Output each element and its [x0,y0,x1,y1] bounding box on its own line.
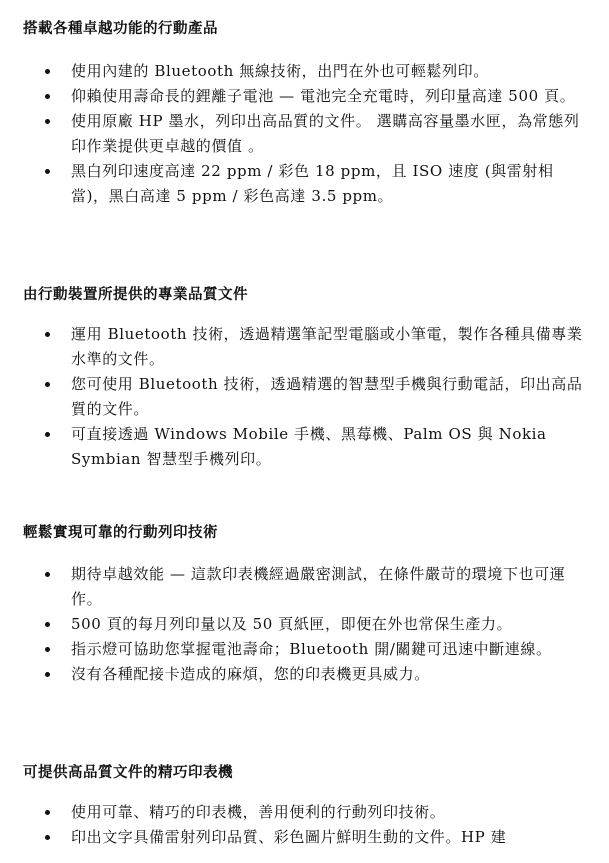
list-item: 沒有各種配接卡造成的麻煩，您的印表機更具威力。 [0,662,609,687]
list-item: 期待卓越效能 — 這款印表機經過嚴密測試，在條件嚴苛的環境下也可運作。 [0,562,609,612]
list-item: 您可使用 Bluetooth 技術，透過精選的智慧型手機與行動電話，印出高品質的文件。 [0,372,609,422]
bullet-list-compact-printer [0,800,609,850]
bullet-icon [45,672,50,677]
bullet-icon [45,432,50,437]
bullet-icon [45,332,50,337]
bullet-icon [45,835,50,840]
bullet-list-mobile-features [0,59,609,209]
list-item: 使用可靠、精巧的印表機，善用便利的行動列印技術。 [0,800,609,825]
bullet-icon [45,572,50,577]
bullet-icon [45,119,50,124]
bullet-icon [45,810,50,815]
section-heading-compact-printer: 可提供高品質文件的精巧印表機 [23,764,233,781]
list-item: 印出文字具備雷射列印品質、彩色圖片鮮明生動的文件。HP 建 [0,825,609,850]
section-heading-mobile-features: 搭載各種卓越功能的行動產品 [23,20,218,37]
list-item: 使用內建的 Bluetooth 無線技術，出門在外也可輕鬆列印。 [0,59,609,84]
bullet-list-reliable-printing [0,562,609,687]
section-heading-reliable-printing: 輕鬆實現可靠的行動列印技術 [23,524,218,541]
list-item: 運用 Bluetooth 技術，透過精選筆記型電腦或小筆電，製作各種具備專業水準的文件。 [0,322,609,372]
section-heading-professional-documents: 由行動裝置所提供的專業品質文件 [23,286,248,303]
bullet-icon [45,647,50,652]
bullet-icon [45,622,50,627]
list-item: 可直接透過 Windows Mobile 手機、黑莓機、Palm OS 與 Nokia Symbian 智慧型手機列印。 [0,422,609,472]
bullet-icon [45,382,50,387]
bullet-icon [45,94,50,99]
list-item: 500 頁的每月列印量以及 50 頁紙匣，即便在外也常保生產力。 [0,612,609,637]
list-item: 黑白列印速度高達 22 ppm / 彩色 18 ppm，且 ISO 速度 (與雷射相當)，黑白高達 5 ppm / 彩色高達 3.5 ppm。 [0,159,609,209]
list-item: 使用原廠 HP 墨水，列印出高品質的文件。 選購高容量墨水匣，為常態列印作業提供更卓越的價值 。 [0,109,609,159]
list-item: 指示燈可協助您掌握電池壽命；Bluetooth 開/關鍵可迅速中斷連線。 [0,637,609,662]
bullet-icon [45,169,50,174]
list-item: 仰賴使用壽命長的鋰離子電池 — 電池完全充電時，列印量高達 500 頁。 [0,84,609,109]
bullet-list-professional-documents [0,322,609,472]
bullet-icon [45,69,50,74]
